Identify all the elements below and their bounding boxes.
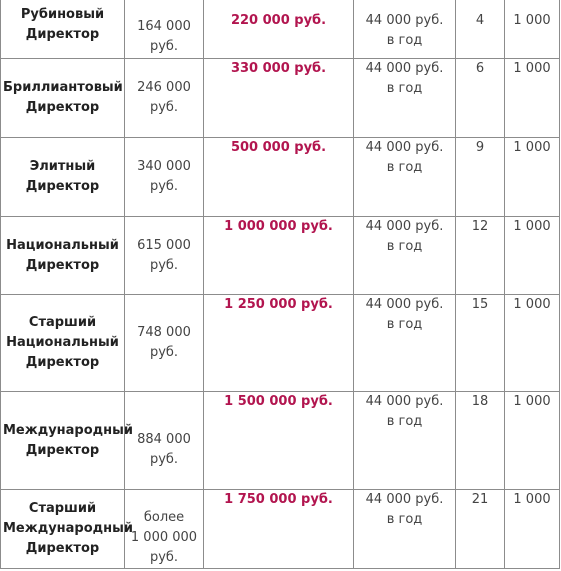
volume-cell-line: руб. xyxy=(149,257,179,273)
volume-cell-line: руб. xyxy=(149,345,179,360)
table-row xyxy=(1,295,560,392)
volume-cell xyxy=(125,59,204,138)
rank-name-cell xyxy=(1,138,125,217)
volume-cell-line: руб. xyxy=(149,179,179,194)
volume-cell-line: руб. xyxy=(149,100,179,115)
yearly-bonus-cell-line: 44 000 руб. xyxy=(365,297,444,312)
rank-name-cell xyxy=(1,59,125,138)
bonus-amount-cell: 1 000 000 руб. xyxy=(204,217,354,295)
points-cell: 1 000 xyxy=(505,59,560,138)
points-cell: 1 000 xyxy=(505,295,560,392)
yearly-bonus-cell-line: в год xyxy=(386,414,423,429)
count-cell: 21 xyxy=(456,490,505,569)
table-row xyxy=(1,392,560,490)
rank-name-cell-line: Директор xyxy=(25,541,100,556)
points-cell: 1 000 xyxy=(505,217,560,295)
rank-name-cell-line: Директор xyxy=(25,355,100,370)
volume-cell xyxy=(125,0,204,59)
rank-name-cell-line: Международный xyxy=(3,521,133,536)
yearly-bonus-cell xyxy=(354,0,456,59)
volume-cell-line: руб. xyxy=(149,550,179,565)
rank-name-cell xyxy=(1,217,125,295)
points-cell: 1 000 xyxy=(505,138,560,217)
yearly-bonus-cell-line: в год xyxy=(386,512,423,527)
yearly-bonus-cell xyxy=(354,138,456,217)
count-cell: 18 xyxy=(456,392,505,490)
points-cell: 1 000 xyxy=(505,0,560,59)
rank-name-cell-line: Директор xyxy=(25,179,100,194)
table-row xyxy=(1,490,560,569)
rank-name-cell xyxy=(1,392,133,490)
count-cell: 12 xyxy=(456,217,505,295)
yearly-bonus-cell-line: 44 000 руб. xyxy=(365,13,444,28)
volume-cell-line: 246 000 xyxy=(137,80,191,95)
rank-name-cell xyxy=(1,295,125,392)
yearly-bonus-cell xyxy=(354,217,456,295)
volume-cell-line: руб. xyxy=(149,39,179,54)
rank-name-cell-line: Международный xyxy=(3,422,133,438)
yearly-bonus-cell xyxy=(354,392,456,490)
volume-cell-line: 884 000 xyxy=(137,432,191,447)
count-cell: 9 xyxy=(456,138,505,217)
volume-cell xyxy=(125,490,204,569)
yearly-bonus-cell xyxy=(354,490,456,569)
count-cell: 4 xyxy=(456,0,505,59)
rank-name-cell-line: Элитный xyxy=(29,159,96,174)
yearly-bonus-cell-line: в год xyxy=(386,317,423,332)
volume-cell-line: более xyxy=(143,510,185,525)
volume-cell xyxy=(125,138,204,217)
table-row xyxy=(1,217,560,295)
bonus-amount-cell: 1 500 000 руб. xyxy=(204,392,354,490)
yearly-bonus-cell xyxy=(354,295,456,392)
points-cell: 1 000 xyxy=(505,392,560,490)
bonus-amount-cell: 1 750 000 руб. xyxy=(204,490,354,569)
volume-cell xyxy=(125,217,204,295)
table-body xyxy=(1,0,560,569)
volume-cell xyxy=(125,392,204,490)
yearly-bonus-cell-line: 44 000 руб. xyxy=(365,219,444,234)
count-cell: 15 xyxy=(456,295,505,392)
rank-name-cell-line: Рубиновый xyxy=(20,7,105,22)
table-row xyxy=(1,59,560,138)
bonus-amount-cell: 1 250 000 руб. xyxy=(204,295,354,392)
rank-name-cell-line: Директор xyxy=(25,27,100,42)
bonus-amount-cell: 500 000 руб. xyxy=(204,138,354,217)
volume-cell-line: 340 000 xyxy=(137,159,191,174)
volume-cell-line: 1 000 000 xyxy=(130,530,198,545)
points-cell: 1 000 xyxy=(505,490,560,569)
bonus-amount-cell: 330 000 руб. xyxy=(204,59,354,138)
yearly-bonus-cell-line: 44 000 руб. xyxy=(365,394,444,409)
rank-name-cell-line: Национальный xyxy=(6,237,119,253)
yearly-bonus-cell-line: в год xyxy=(386,33,423,48)
volume-cell-line: 164 000 xyxy=(137,19,191,34)
rank-name-cell-line: Национальный xyxy=(6,335,119,350)
yearly-bonus-cell-line: 44 000 руб. xyxy=(365,61,444,76)
volume-cell-line: 615 000 xyxy=(137,237,191,253)
bonus-amount-cell: 220 000 руб. xyxy=(204,0,354,59)
rank-name-cell xyxy=(1,490,133,569)
count-cell: 6 xyxy=(456,59,505,138)
rank-name-cell-line: Старший xyxy=(28,501,97,516)
table-row xyxy=(1,0,560,59)
rank-name-cell-line: Старший xyxy=(28,315,97,330)
yearly-bonus-cell-line: 44 000 руб. xyxy=(365,140,444,155)
volume-cell xyxy=(125,295,204,392)
yearly-bonus-cell xyxy=(354,59,456,138)
volume-cell-line: руб. xyxy=(149,452,179,467)
yearly-bonus-cell-line: 44 000 руб. xyxy=(365,492,444,507)
rank-name-cell-line: Директор xyxy=(25,100,100,115)
yearly-bonus-cell-line: в год xyxy=(386,160,423,175)
volume-cell-line: 748 000 xyxy=(137,325,191,340)
yearly-bonus-cell-line: в год xyxy=(386,81,423,96)
rank-name-cell xyxy=(1,0,125,59)
rank-name-cell-line: Директор xyxy=(25,257,100,273)
rank-name-cell-line: Бриллиантовый xyxy=(3,80,123,95)
rank-name-cell-line: Директор xyxy=(25,442,100,458)
table-row xyxy=(1,138,560,217)
yearly-bonus-cell-line: в год xyxy=(386,239,423,254)
